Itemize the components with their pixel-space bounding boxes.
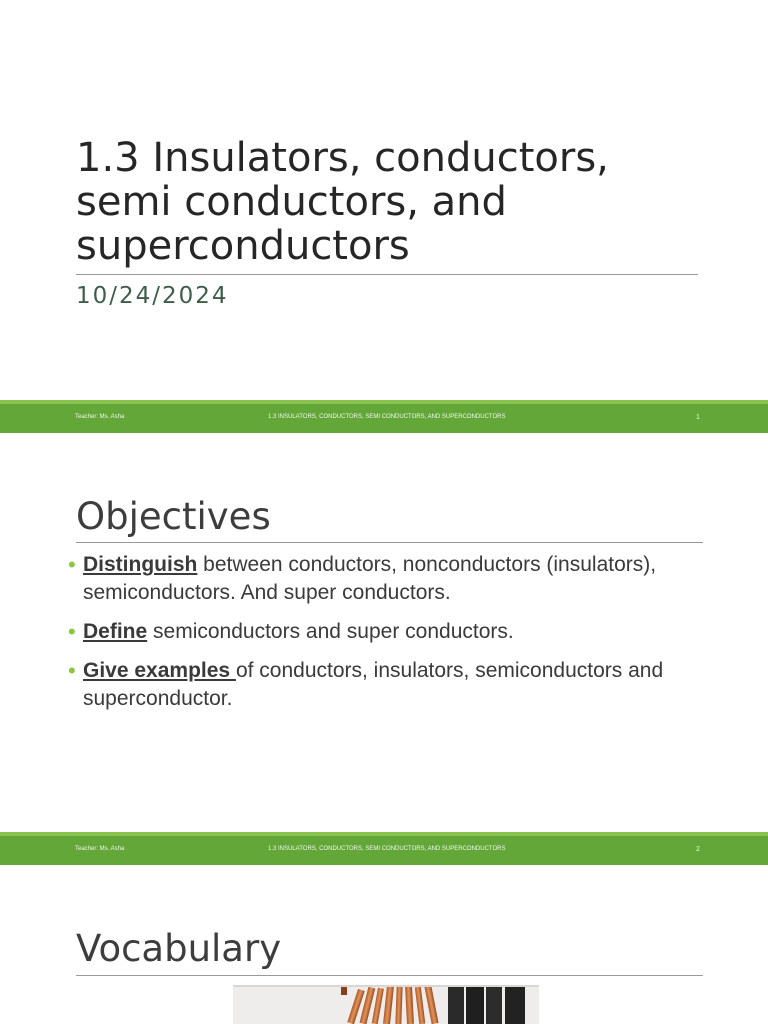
bullet-keyword: Define: [83, 620, 148, 643]
copper-wire-image: [233, 985, 539, 1024]
slide-1: [0, 0, 768, 400]
slide-footer-2: [0, 832, 768, 865]
bullet-icon: •: [68, 658, 76, 683]
footer-teacher: Teacher: Ms. Asha: [75, 414, 125, 420]
bullet-keyword: Distinguish: [83, 553, 198, 576]
footer-title: 1.3 INSULATORS, CONDUCTORS, SEMI CONDUCTORS, AND SUPERCONDUCTORS: [268, 414, 506, 420]
objectives-list: [68, 551, 708, 724]
list-item: [68, 657, 708, 713]
footer-teacher: Teacher: Ms. Asha: [75, 846, 125, 852]
slide-footer-1: [0, 400, 768, 433]
list-item: [68, 618, 708, 646]
bullet-text: semiconductors and super conductors.: [147, 620, 514, 643]
vocabulary-divider: [76, 975, 703, 976]
list-item: [68, 551, 708, 607]
footer-page-number: 2: [696, 846, 700, 853]
footer-title: 1.3 INSULATORS, CONDUCTORS, SEMI CONDUCTORS, AND SUPERCONDUCTORS: [268, 846, 506, 852]
bullet-keyword: Give examples: [83, 659, 236, 682]
slide-title: 1.3 Insulators, conductors, semi conductors, and superconductors: [76, 135, 609, 269]
title-divider: [76, 274, 698, 275]
objectives-divider: [76, 542, 703, 543]
slide-date: 10/24/2024: [76, 283, 229, 309]
footer-page-number: 1: [696, 414, 700, 421]
vocabulary-heading: Vocabulary: [76, 927, 282, 970]
objectives-heading: Objectives: [76, 495, 271, 538]
bullet-text: between conductors, nonconductors (insulators), semiconductors. And super conductors.: [83, 553, 657, 604]
bullet-icon: •: [68, 552, 76, 577]
bullet-text: of conductors, insulators, semiconductors and superconductor.: [83, 659, 664, 710]
bullet-icon: •: [68, 619, 76, 644]
